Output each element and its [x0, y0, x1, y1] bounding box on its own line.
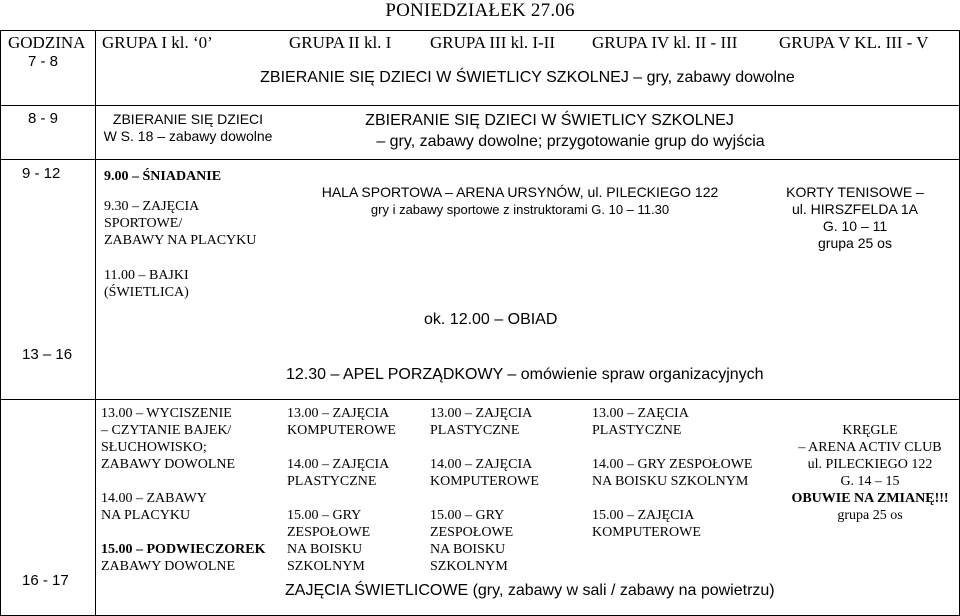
- korty-line: ul. HIRSZFELDA 1A: [791, 201, 919, 217]
- a5-line: G. 14 – 15: [840, 474, 900, 489]
- a1-line: ZABAWY DOWOLNE: [101, 559, 236, 574]
- a3-line: SZKOLNYM: [430, 559, 508, 574]
- a2-line: KOMPUTEROWE: [287, 423, 396, 438]
- zajecia-sportowe: SPORTOWE/: [104, 216, 183, 231]
- a4-line: NA BOISKU SZKOLNYM: [592, 474, 749, 489]
- a1-line: 15.00 – PODWIECZOREK: [101, 542, 266, 557]
- a2-line: 15.00 – GRY: [287, 508, 362, 523]
- zajecia-sportowe: ZABAWY NA PLACYKU: [104, 233, 257, 248]
- a5-line: KRĘGLE: [842, 423, 898, 438]
- a4-line: PLASTYCZNE: [592, 423, 682, 438]
- row-8-9-rest: [280, 111, 959, 151]
- a3-line: PLASTYCZNE: [430, 423, 520, 438]
- a1-line: – CZYTANIE BAJEK/: [101, 423, 232, 438]
- grid-line: [0, 30, 1, 616]
- korty-tenisowe: [770, 184, 940, 252]
- afternoon-group4: [592, 405, 752, 541]
- sniadanie: 9.00 – ŚNIADANIE: [104, 169, 222, 184]
- row-7-8-text: ZBIERANIE SIĘ DZIECI W ŚWIETLICY SZKOLNEJ – gry, zabawy dowolne: [260, 69, 795, 86]
- apel-rest: omówienie spraw organizacyjnych: [516, 366, 764, 383]
- apel: [286, 366, 764, 384]
- a2-line: NA BOISKU: [287, 542, 363, 557]
- a5-line: OBUWIE NA ZMIANĘ!!!: [791, 491, 949, 506]
- a4-line: KOMPUTEROWE: [592, 525, 701, 540]
- a5-line: – ARENA ACTIV CLUB: [798, 440, 942, 455]
- time-8-9: 8 - 9: [28, 110, 59, 127]
- afternoon-group1: [101, 405, 266, 575]
- a5-line: grupa 25 os: [837, 508, 903, 523]
- header-grupa-2: GRUPA II kl. I: [289, 33, 392, 52]
- hala-sportowa: [300, 184, 740, 218]
- a2-line: SZKOLNYM: [287, 559, 365, 574]
- time-16-17: 16 - 17: [22, 572, 69, 589]
- page-title: PONIEDZIAŁEK 27.06: [385, 0, 575, 21]
- a3-line: KOMPUTEROWE: [430, 474, 539, 489]
- header-grupa-5: GRUPA V KL. III - V: [779, 33, 929, 52]
- a1-line: 13.00 – WYCISZENIE: [101, 406, 232, 421]
- apel-title: 12.30 – APEL PORZĄDKOWY –: [286, 366, 517, 383]
- row-8-9-group1-line: ZBIERANIE SIĘ DZIECI: [112, 111, 264, 127]
- time-13-16: 13 – 16: [22, 346, 73, 363]
- hala-line: gry i zabawy sportowe z instruktorami G. 10 – 11.30: [370, 202, 670, 217]
- korty-line: KORTY TENISOWE –: [786, 184, 924, 200]
- a3-line: 15.00 – GRY: [430, 508, 505, 523]
- time-9-12: 9 - 12: [22, 165, 61, 182]
- bajki: 11.00 – BAJKI: [104, 268, 189, 283]
- a1-line: ZABAWY DOWOLNE: [101, 457, 236, 472]
- afternoon-group2: [287, 405, 396, 575]
- korty-line: G. 10 – 11: [822, 218, 888, 234]
- a4-line: 14.00 – GRY ZESPOŁOWE: [592, 457, 753, 472]
- a3-line: 13.00 – ZAJĘCIA: [430, 406, 533, 421]
- afternoon-group3: [430, 405, 539, 575]
- obiad: ok. 12.00 – OBIAD: [424, 311, 558, 328]
- header-grupa-4: GRUPA IV kl. II - III: [592, 33, 738, 52]
- a3-line: NA BOISKU: [430, 542, 506, 557]
- header-grupa-3: GRUPA III kl. I-II: [430, 33, 555, 52]
- grid-line: [0, 159, 960, 160]
- row-9-12-group1: [104, 168, 256, 301]
- a4-line: 15.00 – ZAJĘCIA: [592, 508, 695, 523]
- bajki: (ŚWIETLICA): [104, 285, 189, 300]
- a1-line: NA PLACYKU: [101, 508, 191, 523]
- grid-line: [0, 399, 960, 400]
- grid-line: [95, 30, 96, 616]
- korty-line: grupa 25 os: [818, 235, 892, 251]
- a1-line: SŁUCHOWISKO;: [101, 440, 207, 455]
- a4-line: 13.00 – ZAĘCIA: [592, 406, 689, 421]
- hala-line: HALA SPORTOWA – ARENA URSYNÓW, ul. PILECKIEGO 122: [321, 184, 719, 200]
- header-grupa-1: GRUPA I kl. ‘0’: [102, 33, 213, 52]
- row-8-9-rest-line: – gry, zabawy dowolne; przygotowanie grup do wyjścia: [376, 133, 765, 150]
- a2-line: PLASTYCZNE: [287, 474, 377, 489]
- a2-line: ZESPOŁOWE: [287, 525, 371, 540]
- row-8-9-group1-line: W S. 18 – zabawy dowolne: [103, 128, 273, 144]
- zajecia-sportowe: 9.30 – ZAJĘCIA: [104, 199, 200, 214]
- a1-line: 14.00 – ZABAWY: [101, 491, 207, 506]
- row-8-9-rest-line: ZBIERANIE SIĘ DZIECI W ŚWIETLICY SZKOLNEJ: [365, 112, 734, 129]
- a2-line: 14.00 – ZAJĘCIA: [287, 457, 390, 472]
- a3-line: 14.00 – ZAJĘCIA: [430, 457, 533, 472]
- header-godzina: GODZINA: [8, 33, 86, 52]
- row-16-17-text: ZAJĘCIA ŚWIETLICOWE (gry, zabawy w sali / zabawy na powietrzu): [285, 582, 775, 599]
- a2-line: 13.00 – ZAJĘCIA: [287, 406, 390, 421]
- grid-line: [0, 105, 960, 106]
- a3-line: ZESPOŁOWE: [430, 525, 514, 540]
- afternoon-group5: [780, 422, 960, 524]
- a5-line: ul. PILECKIEGO 122: [807, 457, 933, 472]
- time-7-8: 7 - 8: [28, 53, 59, 70]
